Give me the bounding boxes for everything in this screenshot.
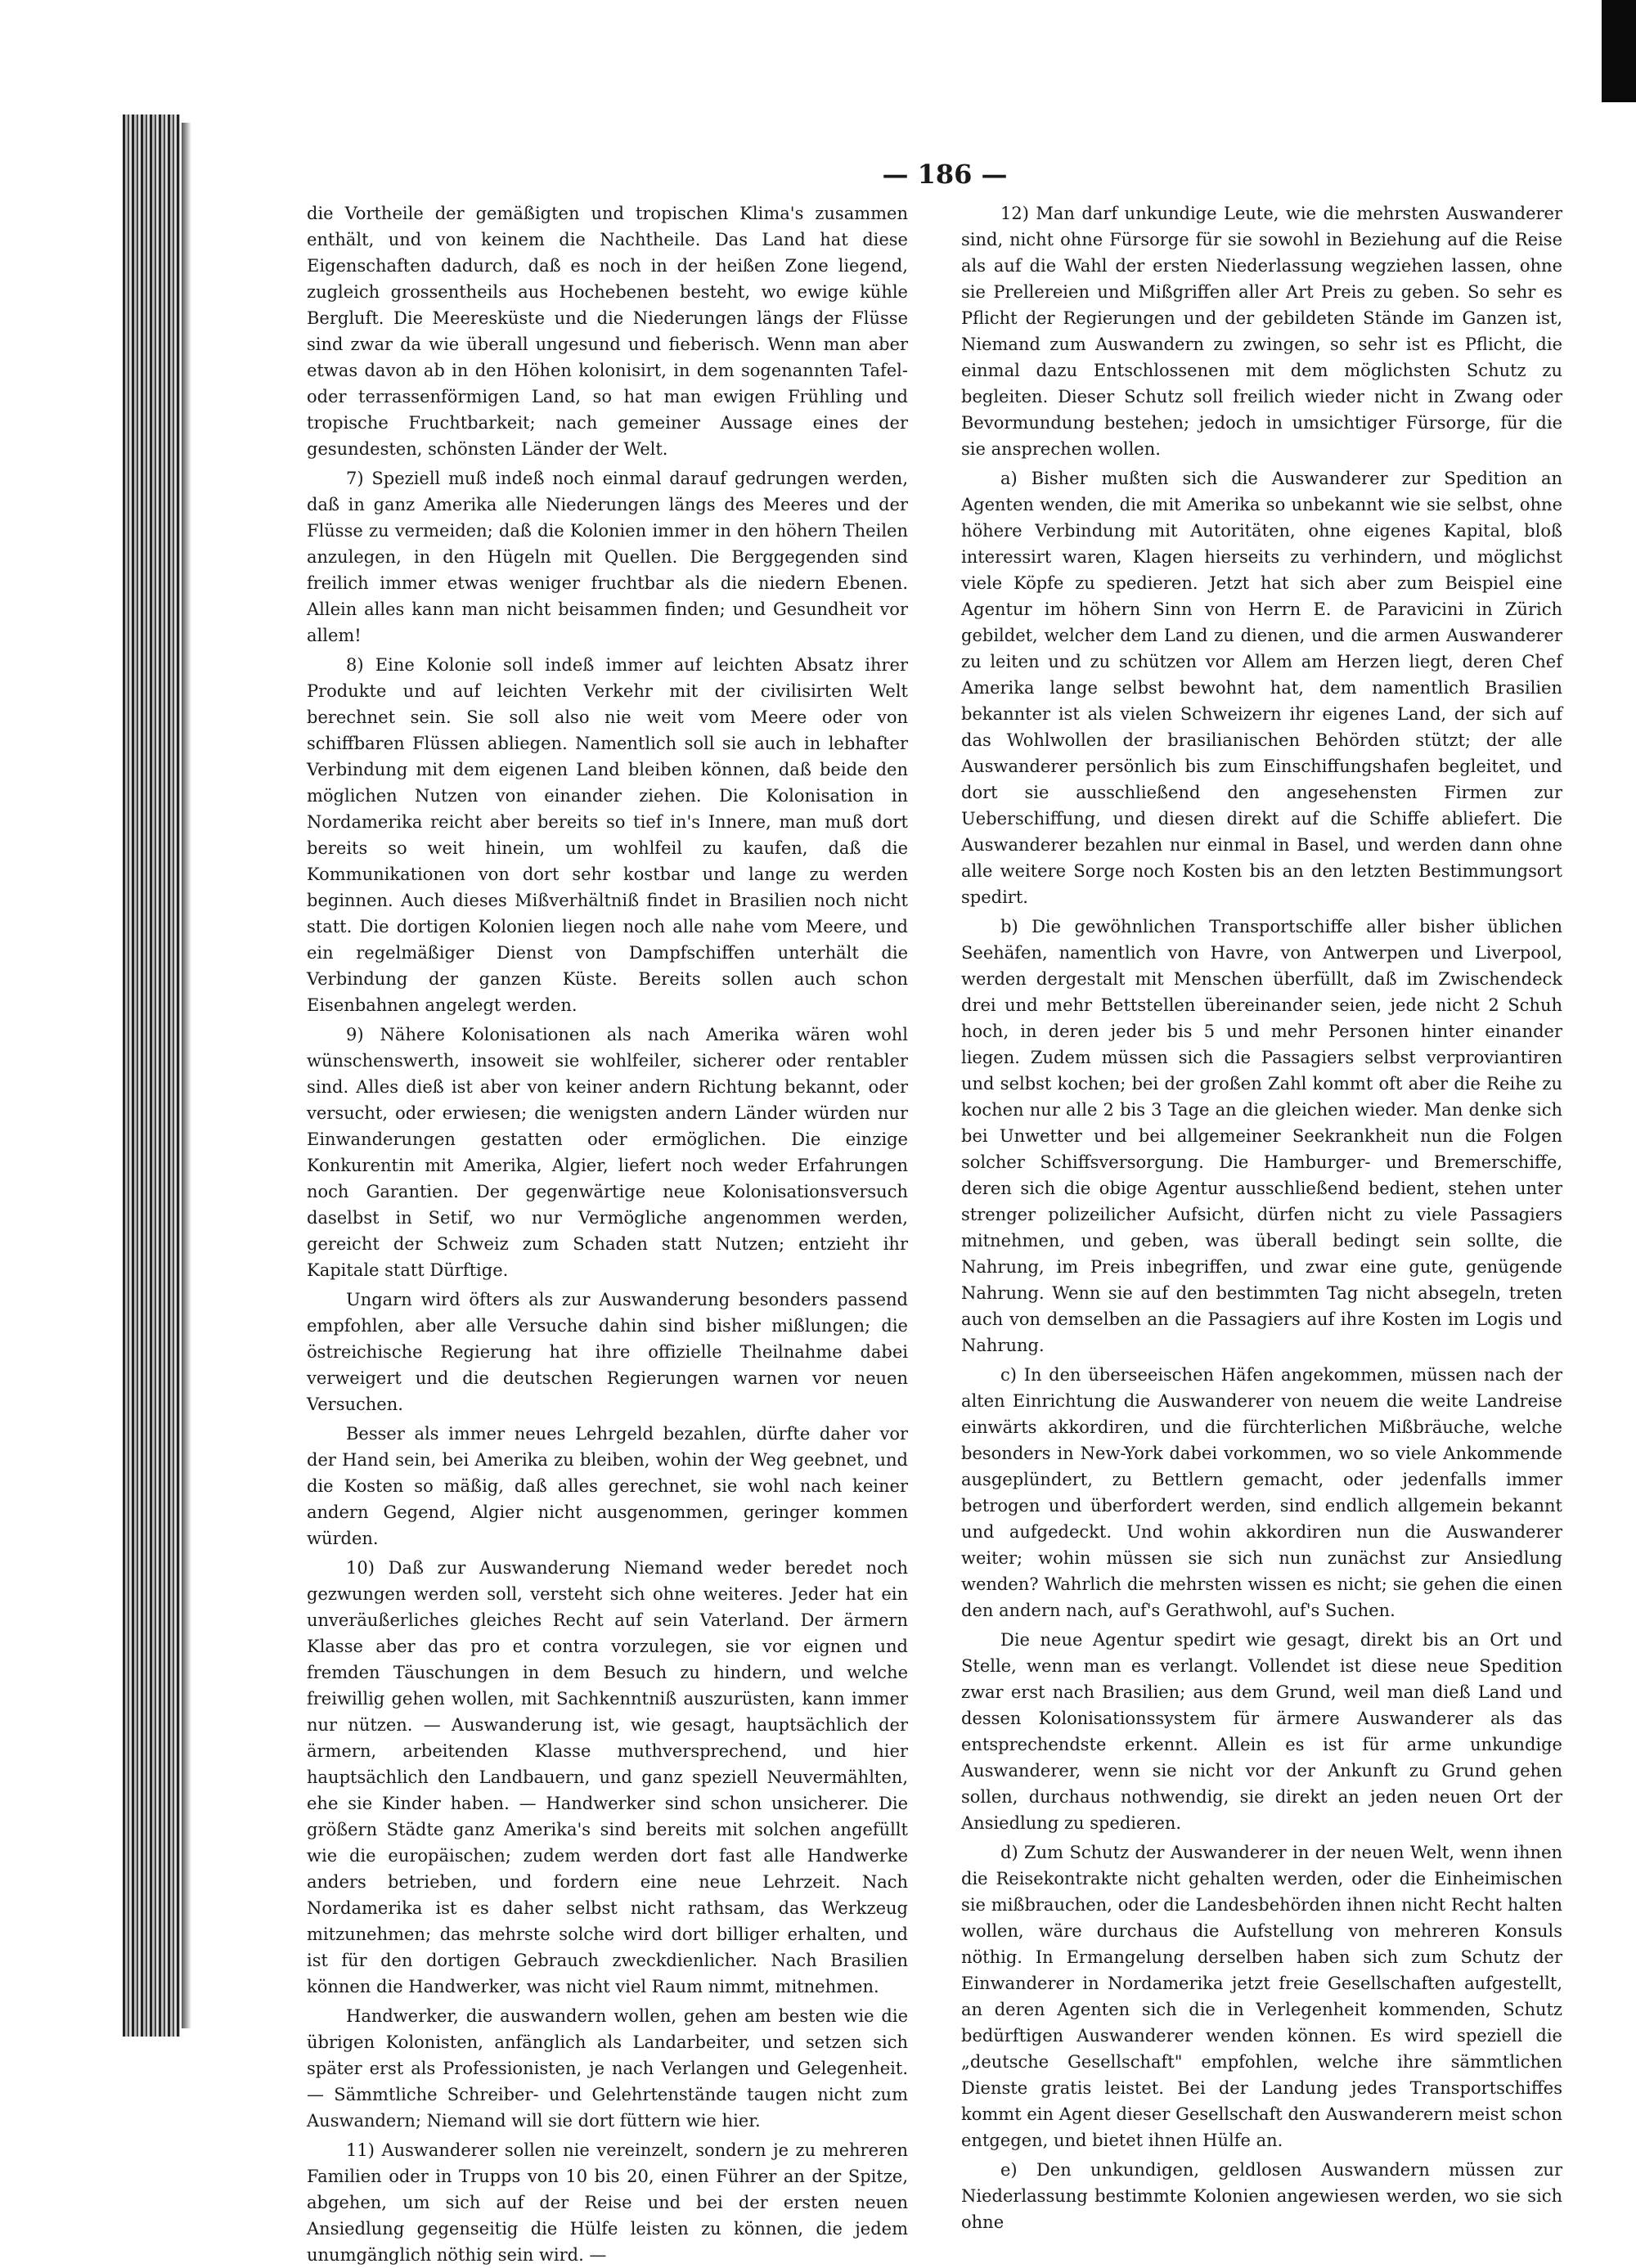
gutter-shadow: [182, 123, 191, 2028]
paragraph: Ungarn wird öfters als zur Auswanderung besonders passend empfohlen, aber alle Versuche dahin sind bisher mißlungen; die östreichische Regierung hat ihre offizielle Theilnahme dabei verweigert und die deutschen Regierungen warnen vor neuen Versuchen.: [307, 1290, 908, 1414]
paragraph: 12) Man darf unkundige Leute, wie die mehrsten Auswanderer sind, nicht ohne Fürsorge für sie sowohl in Beziehung auf die Reise als auf die Wahl der ersten Niederlassung wegziehen lassen, ohne sie Prellereien und Mißgriffen aller Art Preis zu geben. So sehr es Pflicht der Regierungen und der gebildeten Stände im Ganzen ist, Niemand zum Auswandern zu zwingen, so sehr ist es Pflicht, die einmal dazu Entschlossenen mit dem möglichsten Schutz zu begleiten. Dieser Schutz soll freilich wieder nicht in Zwang oder Bevormundung bestehen; jedoch in umsichtiger Fürsorge, für die sie ansprechen wollen.: [961, 204, 1562, 459]
paragraph: d) Zum Schutz der Auswanderer in der neuen Welt, wenn ihnen die Reisekontrakte nicht gehalten werden, oder die Einheimischen sie mißbrauchen, oder die Landesbehörden ihnen nicht Recht halten wollen, wäre durchaus die Aufstellung von mehreren Konsuls nöthig. In Ermangelung derselben haben sich zum Schutz der Einwanderer in Nordamerika jetzt freie Gesellschaften aufgestellt, an deren Agenten sich die in Verlegenheit kommenden, Schutz bedürftigen Auswanderer wenden können. Es wird speziell die „deutsche Gesellschaft" empfohlen, welche ihre sämmtlichen Dienste gratis leistet. Bei der Landung jedes Transportschiffes kommt ein Agent dieser Gesellschaft den Auswanderern meist schon entgegen, und bietet ihnen Hülfe an.: [961, 1843, 1562, 2150]
paragraph: c) In den überseeischen Häfen angekommen, müssen nach der alten Einrichtung die Auswanderer von neuem die weite Landreise einwärts akkordiren, und die fürchterlichen Mißbräuche, welche besonders in New-York dabei vorkommen, wo so viele Ankommende ausgeplündert, zu Bettlern gemacht, oder jedenfalls immer betrogen und überfordert werden, sind endlich allgemein bekannt und aufgedeckt. Und wohin akkordiren nun die Auswanderer weiter; wohin müssen sie sich nun zunächst zur Ansiedlung wenden? Wahrlich die mehrsten wissen es nicht; sie gehen die einen den andern nach, auf's Gerathwohl, auf's Suchen.: [961, 1365, 1562, 1620]
paragraph: a) Bisher mußten sich die Auswanderer zur Spedition an Agenten wenden, die mit Amerika so unbekannt wie sie selbst, ohne höhere Verbindung mit Autoritäten, ohne eigenes Kapital, bloß interessirt waren, Klagen hierseits zu verhindern, und möglichst viele Köpfe zu spedieren. Jetzt hat sich aber zum Beispiel eine Agentur im höhern Sinn von Herrn E. de Paravicini in Zürich gebildet, welcher dem Land zu dienen, und die armen Auswanderer zu leiten und zu schützen vor Allem am Herzen liegt, deren Chef Amerika lange selbst bewohnt hat, dem namentlich Brasilien bekannter ist als vielen Schweizern ihr eigenes Land, der sich auf das Wohlwollen der brasilianischen Behörden stützt; der alle Auswanderer persönlich bis zum Einschiffungshafen begleitet, und dort sie ausschließend den angesehensten Firmen zur Ueberschiffung, und diesen direkt auf die Schiffe abliefert. Die Auswanderer bezahlen nur einmal in Basel, und werden dann ohne alle weitere Sorge noch Kosten bis an den letzten Bestimmungsort spedirt.: [961, 469, 1562, 907]
paragraph: die Vortheile der gemäßigten und tropischen Klima's zusammen enthält, und von keinem die Nachtheile. Das Land hat diese Eigenschaften dadurch, daß es noch in der heißen Zone liegend, zugleich grossentheils aus Hochebenen besteht, wo ewige kühle Bergluft. Die Meeresküste und die Niederungen längs der Flüsse sind zwar da wie überall ungesund und fieberisch. Wenn man aber etwas davon ab in den Höhen kolonisirt, in dem sogenannten Tafel- oder terrassenförmigen Land, so hat man ewigen Frühling und tropische Fruchtbarkeit; nach gemeiner Aussage eines der gesundesten, schönsten Länder der Welt.: [307, 204, 908, 459]
paragraph: e) Den unkundigen, geldlosen Auswandern müssen zur Niederlassung bestimmte Kolonien angewiesen werden, wo sie sich ohne: [961, 2160, 1562, 2232]
paragraph: Besser als immer neues Lehrgeld bezahlen, dürfte daher vor der Hand sein, bei Amerika zu bleiben, wohin der Weg geebnet, und die Kosten so mäßig, daß alles gerechnet, sie wohl nach keiner andern Gegend, Algier nicht ausgenommen, geringer kommen würden.: [307, 1424, 908, 1548]
paragraph: 9) Nähere Kolonisationen als nach Amerika wären wohl wünschenswerth, insoweit sie wohlfeiler, sicherer oder rentabler sind. Alles dieß ist aber von keiner andern Richtung bekannt, oder versucht, oder erwiesen; die wenigsten andern Länder würden nur Einwanderungen gestatten oder ermöglichen. Die einzige Konkurentin mit Amerika, Algier, liefert noch weder Erfahrungen noch Garantien. Der gegenwärtige neue Kolonisationsversuch daselbst in Setif, wo nur Vermögliche angenommen werden, gereicht der Schweiz zum Schaden statt Nutzen; entzieht ihr Kapitale statt Dürftige.: [307, 1025, 908, 1280]
paragraph: 8) Eine Kolonie soll indeß immer auf leichten Absatz ihrer Produkte und auf leichten Verkehr mit der civilisirten Welt berechnet sein. Sie soll also nie weit vom Meere oder von schiffbaren Flüssen abliegen. Namentlich soll sie auch in lebhafter Verbindung mit dem eigenen Land bleiben können, daß beide den möglichen Nutzen von einander ziehen. Die Kolonisation in Nordamerika reicht aber bereits so tief in's Innere, man muß dort bereits so weit hinein, um wohlfeil zu kaufen, daß die Kommunikationen von dort sehr kostbar und lange zu werden beginnen. Auch dieses Mißverhältniß findet in Brasilien noch nicht statt. Die dortigen Kolonien liegen noch alle nahe vom Meere, und ein regelmäßiger Dienst von Dampfschiffen unterhält die Verbindung der ganzen Küste. Bereits sollen auch schon Eisenbahnen angelegt werden.: [307, 655, 908, 1015]
right-column: [961, 200, 1562, 2232]
scan-corner-mark: [1602, 0, 1636, 102]
paragraph: 7) Speziell muß indeß noch einmal darauf gedrungen werden, daß in ganz Amerika alle Niederungen längs des Meeres und der Flüsse zu vermeiden; daß die Kolonien immer in den höhern Theilen anzulegen, in den Hügeln mit Quellen. Die Berggegenden sind freilich immer etwas weniger fruchtbar als die niedern Ebenen. Allein alles kann man nicht beisammen finden; und Gesundheit vor allem!: [307, 469, 908, 645]
paragraph: 11) Auswanderer sollen nie vereinzelt, sondern je zu mehreren Familien oder in Trupps von 10 bis 20, einen Führer an der Spitze, abgehen, um sich auf der Reise und bei der ersten neuen Ansiedlung gegenseitig die Hülfe leisten zu können, die jedem unumgänglich nöthig sein wird. —: [307, 2140, 908, 2265]
book-page-edges: [123, 115, 180, 2037]
left-column: [307, 200, 908, 2265]
paragraph: Handwerker, die auswandern wollen, gehen am besten wie die übrigen Kolonisten, anfänglich als Landarbeiter, und setzen sich später erst als Professionisten, je nach Verlangen und Gelegenheit. — Sämmtliche Schreiber- und Gelehrtenstände taugen nicht zum Auswandern; Niemand will sie dort füttern wie hier.: [307, 2006, 908, 2131]
paragraph: Die neue Agentur spedirt wie gesagt, direkt bis an Ort und Stelle, wenn man es verlangt. Vollendet ist diese neue Spedition zwar erst nach Brasilien; aus dem Grund, weil man dieß Land und dessen Kolonisationssystem für ärmere Auswanderer als das entsprechendste erkennt. Allein es ist für arme unkundige Auswanderer, wenn sie nicht vor der Ankunft zu Grund gehen sollen, durchaus nothwendig, sie direkt an jeden neuen Ort der Ansiedlung zu spedieren.: [961, 1630, 1562, 1833]
paragraph: 10) Daß zur Auswanderung Niemand weder beredet noch gezwungen werden soll, versteht sich ohne weiteres. Jeder hat ein unveräußerliches gleiches Recht auf sein Vaterland. Der ärmern Klasse aber das pro et contra vorzulegen, sie vor eignen und fremden Täuschungen in dem Besuch zu hindern, und welche freiwillig gehen wollen, mit Sachkenntniß auszurüsten, kann immer nur nützen. — Auswanderung ist, wie gesagt, hauptsächlich der ärmern, arbeitenden Klasse muthversprechend, und hier hauptsächlich den Landbauern, und ganz speziell Neuvermählten, ehe sie Kinder haben. — Handwerker sind schon unsicherer. Die größern Städte ganz Amerika's sind bereits mit solchen angefüllt wie die europäischen; zudem werden dort fast alle Handwerke anders betrieben, und fordern eine neue Lehrzeit. Nach Nordamerika ist es daher selbst nicht rathsam, das Werkzeug mitzunehmen; das mehrste solche wird dort billiger erhalten, und ist für den dortigen Gebrauch zweckdienlicher. Nach Brasilien können die Handwerker, was nicht viel Raum nimmt, mitnehmen.: [307, 1558, 908, 1996]
page-number: — 186 —: [882, 159, 1008, 190]
paragraph: b) Die gewöhnlichen Transportschiffe aller bisher üblichen Seehäfen, namentlich von Havre, von Antwerpen und Liverpool, werden dergestalt mit Menschen überfüllt, daß im Zwischendeck drei und mehr Bettstellen übereinander seien, jede nicht 2 Schuh hoch, in deren jeder bis 5 und mehr Personen hinter einander liegen. Zudem müssen sich die Passagiers selbst verproviantiren und selbst kochen; bei der großen Zahl kommt oft aber die Reihe zu kochen nur alle 2 bis 3 Tage an die gleichen wieder. Man denke sich bei Unwetter und bei allgemeiner Seekrankheit nun die Folgen solcher Schiffsversorgung. Die Hamburger- und Bremerschiffe, deren sich die obige Agentur ausschließend bedient, stehen unter strenger polizeilicher Aufsicht, dürfen nicht zu viele Passagiers mitnehmen, und geben, was überall bedingt sein sollte, die Nahrung, im Preis inbegriffen, und zwar eine gute, genügende Nahrung. Wenn sie auf den bestimmten Tag nicht absegeln, treten auch von demselben an die Passagiers auf ihre Kosten im Logis und Nahrung.: [961, 917, 1562, 1355]
book-page: [307, 147, 1562, 2265]
